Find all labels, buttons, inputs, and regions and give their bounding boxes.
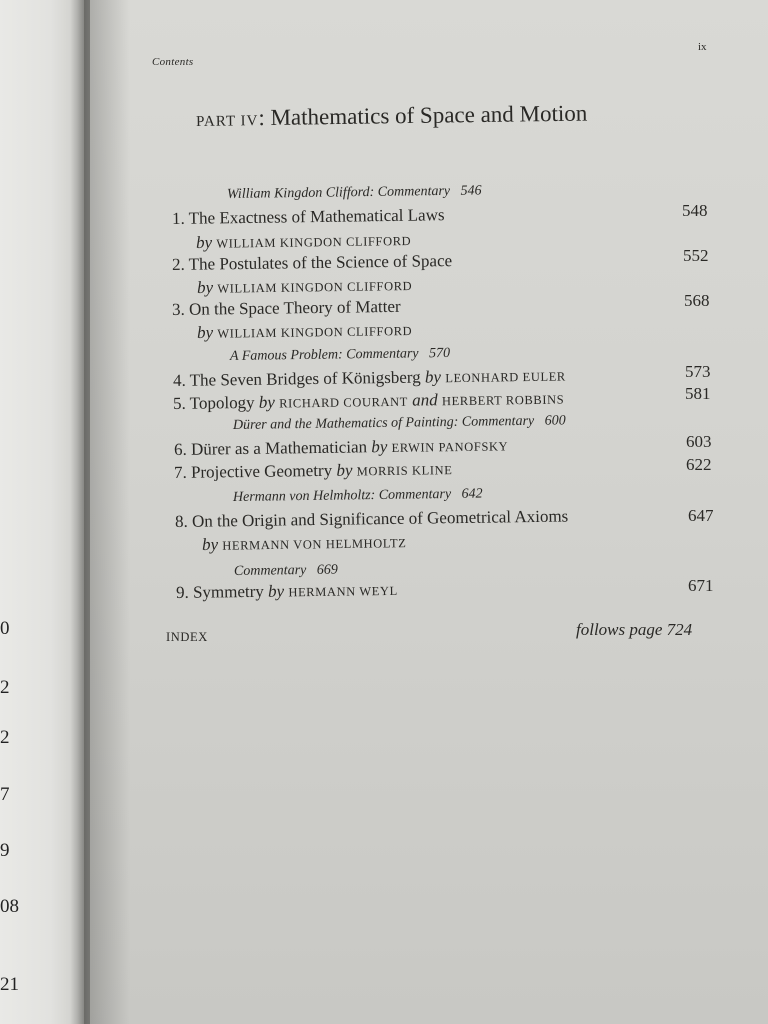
entry-author: WILLIAM KINGDON CLIFFORD xyxy=(217,278,413,296)
entry-title: Projective Geometry xyxy=(190,460,333,482)
entry-author: MORRIS KLINE xyxy=(356,463,453,479)
entry-author: ERWIN PANOFSKY xyxy=(391,439,509,455)
toc-entry: 2. The Postulates of the Science of Space xyxy=(171,251,453,274)
toc-entry: 6. Dürer as a Mathematician by ERWIN PANOFSKY xyxy=(173,437,509,459)
toc-entry: 4. The Seven Bridges of Königsberg by LEONHARD EULER xyxy=(172,367,566,390)
entry-page: 671 xyxy=(688,576,714,595)
facing-page-number: 2 xyxy=(0,727,10,748)
folio: ix xyxy=(698,41,707,53)
entry-page: 647 xyxy=(688,506,714,525)
commentary-entry: Dürer and the Mathematics of Painting: Commentary 600 xyxy=(232,413,566,433)
facing-page-number: 21 xyxy=(0,974,19,995)
page-title: PART IV: Mathematics of Space and Motion xyxy=(195,100,588,131)
entry-byline: by HERMANN VON HELMHOLTZ xyxy=(201,534,407,554)
entry-title: Topology xyxy=(189,392,255,413)
entry-byline: by WILLIAM KINGDON CLIFFORD xyxy=(196,322,413,342)
entry-page: 573 xyxy=(685,362,711,381)
entry-author: WILLIAM KINGDON CLIFFORD xyxy=(217,323,413,341)
commentary-page: 570 xyxy=(428,345,451,362)
toc-entry: 1. The Exactness of Mathematical Laws xyxy=(171,205,445,228)
toc-entry: 5. Topology by RICHARD COURANT and HERBERT ROBBINS xyxy=(172,390,565,413)
entry-title: The Exactness of Mathematical Laws xyxy=(188,205,445,228)
part-title-text: Mathematics of Space and Motion xyxy=(270,100,588,130)
index-label: INDEX xyxy=(166,630,208,644)
commentary-page: 669 xyxy=(316,562,338,578)
entry-page: 568 xyxy=(684,291,710,310)
commentary-entry: A Famous Problem: Commentary 570 xyxy=(229,345,451,364)
entry-title: On the Origin and Significance of Geometrical Axioms xyxy=(191,506,569,531)
entry-page: 552 xyxy=(683,246,709,265)
entry-byline: by WILLIAM KINGDON CLIFFORD xyxy=(195,232,412,252)
commentary-entry: Hermann von Helmholtz: Commentary 642 xyxy=(232,486,483,505)
entry-title: The Postulates of the Science of Space xyxy=(188,251,453,274)
commentary-entry: William Kingdon Clifford: Commentary 546 xyxy=(226,183,482,202)
facing-page-number: 2 xyxy=(0,677,10,698)
facing-page-number: 7 xyxy=(0,784,10,805)
entry-title: Symmetry xyxy=(192,581,264,602)
commentary-page: 600 xyxy=(544,413,566,429)
entry-page: 548 xyxy=(682,201,708,220)
entry-title: The Seven Bridges of Königsberg xyxy=(189,367,421,390)
entry-page: 622 xyxy=(686,455,712,474)
facing-page-number: 0 xyxy=(0,618,10,639)
entry-author: HERBERT ROBBINS xyxy=(441,392,565,409)
entry-author: WILLIAM KINGDON CLIFFORD xyxy=(216,233,412,251)
running-head: Contents xyxy=(152,56,194,68)
entry-author: HERMANN WEYL xyxy=(288,583,398,600)
entry-page: 581 xyxy=(685,384,711,403)
entry-author: RICHARD COURANT xyxy=(279,394,409,411)
index-page: follows page 724 xyxy=(576,620,693,639)
entry-author: LEONHARD EULER xyxy=(445,369,566,386)
facing-page-number: 9 xyxy=(0,840,10,861)
commentary-entry: Commentary 669 xyxy=(233,562,338,579)
entry-title: On the Space Theory of Matter xyxy=(188,296,401,319)
toc-entry: 3. On the Space Theory of Matter xyxy=(171,296,401,319)
toc-entry: 9. Symmetry by HERMANN WEYL xyxy=(175,581,398,602)
commentary-page: 546 xyxy=(460,183,482,199)
entry-title: Dürer as a Mathematician xyxy=(190,437,368,459)
commentary-page: 642 xyxy=(461,486,483,502)
part-label: PART IV xyxy=(195,113,259,130)
entry-byline: by WILLIAM KINGDON CLIFFORD xyxy=(196,277,413,297)
facing-page-number: 08 xyxy=(0,896,19,917)
toc-entry: 7. Projective Geometry by MORRIS KLINE xyxy=(173,460,453,482)
entry-author: HERMANN VON HELMHOLTZ xyxy=(222,536,407,553)
toc-entry: 8. On the Origin and Significance of Geometrical Axioms xyxy=(174,506,569,531)
entry-page: 603 xyxy=(686,432,712,451)
